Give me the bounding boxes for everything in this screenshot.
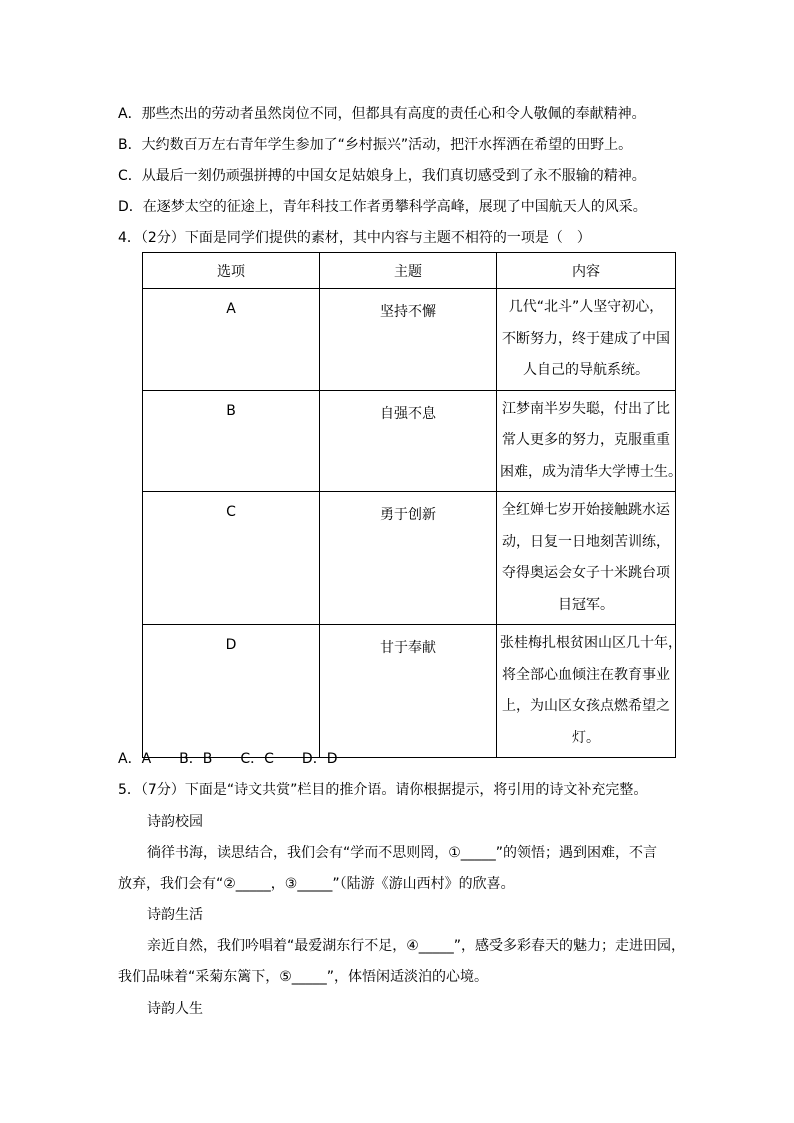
table-row — [143, 492, 676, 625]
row-theme: 坚持不懈 — [320, 289, 497, 391]
row-content — [497, 625, 682, 758]
life-paragraph-line1: 亲近自然，我们吟唱着“最爱湖东行不足，④_____”，感受多彩春天的魅力；走进田园， — [147, 938, 686, 954]
content-line: 夺得奥运会女子十米跳台项 — [502, 565, 670, 581]
content-line: 不断努力，终于建成了中国 — [502, 330, 670, 347]
section-title-lifepath: 诗韵人生 — [147, 1001, 203, 1017]
content-line: 张桂梅扎根贫困山区几十年， — [500, 635, 682, 651]
q3-option-a: A．那些杰出的劳动者虽然岗位不同，但都具有高度的责任心和令人敬佩的奉献精神。 — [118, 106, 646, 122]
content-line: 人自己的导航系统。 — [523, 362, 649, 378]
content-line: 困难，成为清华大学博士生。 — [500, 463, 682, 480]
table-row — [143, 289, 676, 391]
table-row — [143, 390, 676, 492]
content-line: 全红婵七岁开始接触跳水运 — [502, 502, 670, 518]
content-line: 江梦南半岁失聪，付出了比 — [502, 400, 670, 417]
q3-option-b: B．大约数百万左右青年学生参加了“乡村振兴”活动，把汗水挥洒在希望的田野上。 — [118, 137, 633, 153]
row-content — [497, 289, 676, 391]
content-line: 常人更多的努力，克服重重 — [502, 432, 670, 448]
campus-paragraph-line2: 放弃，我们会有“②_____，③_____”（陆游《游山西村》的欣喜。 — [118, 876, 515, 892]
header-theme: 主题 — [320, 253, 497, 289]
table-header-row — [143, 253, 676, 289]
content-line: 动，日复一日地刻苦训练， — [502, 533, 670, 550]
q4-stem: 4．（2分）下面是同学们提供的素材，其中内容与主题不相符的一项是（ ） — [118, 230, 591, 246]
row-option: D — [143, 625, 320, 758]
q3-option-d: D．在逐梦太空的征途上，青年科技工作者勇攀科学高峰，展现了中国航天人的风采。 — [118, 199, 647, 215]
header-option: 选项 — [143, 253, 320, 289]
content-line: 几代“北斗”人坚守初心， — [508, 299, 664, 315]
row-option: A — [143, 289, 320, 391]
row-option: B — [143, 390, 320, 492]
table-row — [143, 625, 676, 758]
row-theme: 自强不息 — [320, 390, 497, 492]
row-theme: 甘于奉献 — [320, 625, 497, 758]
row-content — [497, 492, 676, 625]
content-line: 上，为山区女孩点燃希望之 — [502, 698, 670, 714]
row-content — [497, 390, 682, 492]
content-line: 目冠军。 — [558, 596, 614, 613]
q4-answer-choices: A．A B．B C．C D．D — [118, 751, 338, 767]
header-content: 内容 — [497, 253, 676, 289]
campus-paragraph-line1: 徜徉书海，读思结合，我们会有“学而不思则罔，①_____”的领悟；遇到困难，不言 — [147, 845, 658, 861]
row-option: C — [143, 492, 320, 625]
content-line: 灯。 — [572, 729, 600, 746]
q5-stem: 5．（7分）下面是“诗文共赏”栏目的推介语。请你根据提示，将引用的诗文补充完整。 — [118, 782, 648, 798]
q3-option-c: C．从最后一刻仍顽强拼搏的中国女足姑娘身上，我们真切感受到了永不服输的精神。 — [118, 168, 646, 184]
section-title-life: 诗韵生活 — [147, 907, 203, 923]
content-line: 将全部心血倾注在教育事业 — [502, 666, 670, 683]
row-theme: 勇于创新 — [320, 492, 497, 625]
life-paragraph-line2: 我们品味着“采菊东篱下，⑤_____”，体悟闲适淡泊的心境。 — [118, 969, 489, 985]
section-title-campus: 诗韵校园 — [147, 814, 203, 830]
q4-material-table — [142, 252, 682, 758]
